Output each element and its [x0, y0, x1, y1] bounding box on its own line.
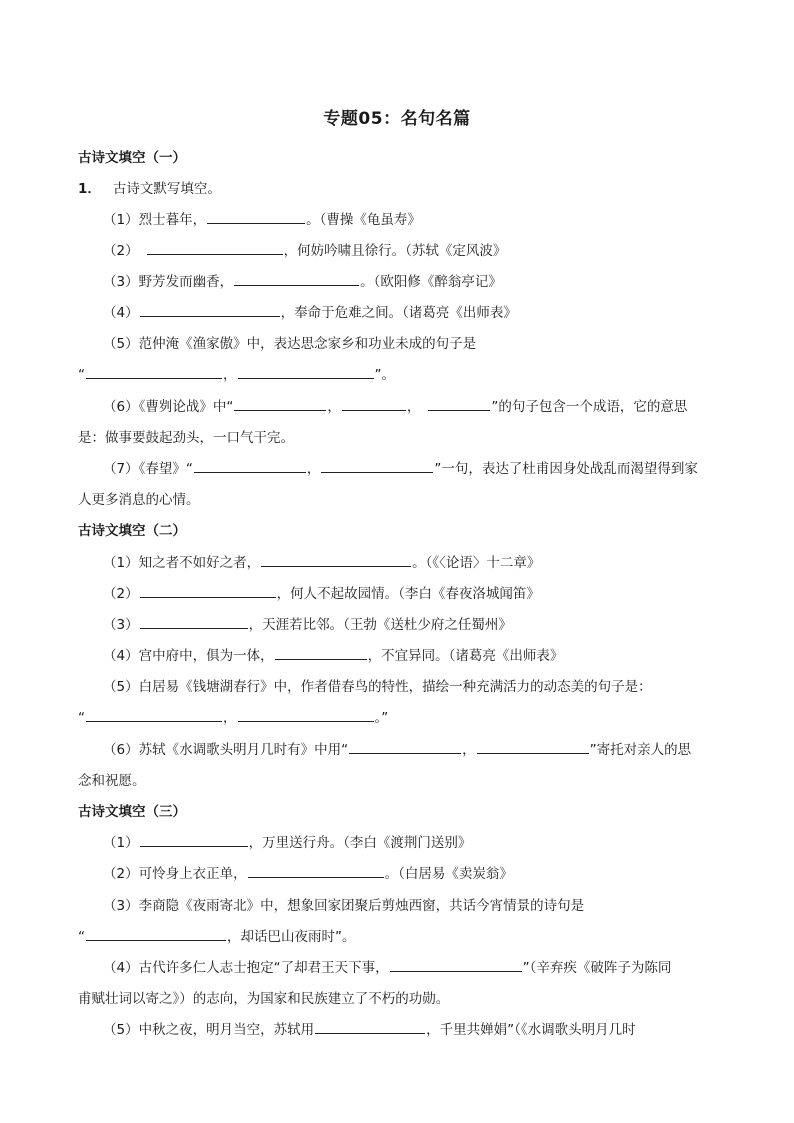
s1-line-8: 是：做事要鼓起劲头，一口气干完。 [78, 430, 294, 446]
section-heading-3: 古诗文填空（三） [78, 804, 186, 820]
text-segment: ，何人不起故园情。（李白《春夜洛城闻笛》 [276, 586, 540, 602]
text-segment: ，千里共婵娟”（《水调歌头明月几时 [426, 1022, 636, 1038]
s1-line-10: 人更多消息的心情。 [78, 492, 200, 508]
page-title: 专题05：名句名篇 [323, 109, 471, 129]
text-segment: “ [78, 367, 85, 383]
question-1-stem [0, 177, 794, 197]
text-segment: （4）古代许多仁人志士抱定“了却君王天下事， [103, 960, 389, 976]
text-segment: ， [462, 742, 476, 758]
question-number: 1． [78, 181, 101, 197]
text-segment: （3）野芳发而幽香， [103, 274, 234, 290]
answer-blank[interactable] [238, 363, 374, 379]
text-segment: ，奉命于危难之间。（诸葛亮《出师表》 [280, 305, 517, 321]
answer-blank[interactable] [428, 395, 490, 411]
answer-blank[interactable] [234, 395, 326, 411]
answer-blank[interactable] [194, 457, 306, 473]
text-segment: ， [406, 399, 421, 415]
text-segment: ， [223, 710, 237, 726]
s2-line-4 [0, 644, 794, 664]
text-segment: 。（白居易《卖炭翁》 [384, 866, 513, 882]
section-heading-1: 古诗文填空（一） [78, 150, 186, 166]
s1-line-9 [0, 457, 794, 477]
question-text: 古诗文默写填空。 [112, 181, 221, 197]
text-segment: ”一句，表达了杜甫因身处战乱而渴望得到家 [434, 461, 698, 477]
answer-blank[interactable] [86, 363, 222, 379]
answer-blank[interactable] [349, 738, 461, 754]
s2-line-2 [0, 582, 794, 602]
text-segment: ， [223, 367, 237, 383]
text-segment: 。（欧阳修《醉翁亭记》 [360, 274, 502, 290]
s1-line-2 [0, 239, 794, 259]
text-segment: （2）可怜身上衣正单， [103, 866, 247, 882]
answer-blank[interactable] [275, 644, 367, 660]
s3-line-2 [0, 862, 794, 882]
section-heading-2: 古诗文填空（二） [78, 523, 186, 539]
text-segment: （2） [103, 586, 139, 602]
answer-blank[interactable] [234, 270, 359, 286]
answer-blank[interactable] [390, 956, 522, 972]
text-segment: 。（《〈论语〉十二章》 [412, 555, 541, 571]
text-segment: ，不宜异同。（诸葛亮《出师表》 [367, 648, 564, 664]
answer-blank[interactable] [140, 831, 248, 847]
text-segment: （7）《春望》“ [103, 461, 193, 477]
text-segment: （6）《曹刿论战》中“ [103, 399, 234, 415]
answer-blank[interactable] [261, 551, 411, 567]
text-segment: （1） [103, 835, 139, 851]
s3-line-3: （3）李商隐《夜雨寄北》中，想象回家团聚后剪烛西窗，共话今宵情景的诗句是 [103, 898, 585, 914]
text-segment: ”。 [374, 367, 395, 383]
text-segment: “ [78, 710, 85, 726]
answer-blank[interactable] [140, 582, 276, 598]
text-segment: （4） [103, 305, 139, 321]
answer-blank[interactable] [140, 301, 280, 317]
s1-line-1 [0, 208, 794, 228]
answer-blank[interactable] [315, 1018, 425, 1034]
text-segment: （3） [103, 617, 139, 633]
text-segment: ，万里送行舟。（李白《渡荆门送别》 [248, 835, 472, 851]
s3-line-7 [0, 1018, 794, 1038]
text-segment: ”的句子包含一个成语，它的意思 [491, 399, 688, 415]
text-segment: （1）烈士暮年， [103, 212, 207, 228]
answer-blank[interactable] [477, 738, 589, 754]
answer-blank[interactable] [207, 208, 305, 224]
text-segment: ”（辛弃疾《破阵子为陈同 [522, 960, 672, 976]
text-segment: 。（曹操《龟虽寿》 [306, 212, 421, 228]
answer-blank[interactable] [248, 862, 384, 878]
answer-blank[interactable] [86, 925, 226, 941]
text-segment: ”寄托对亲人的思 [589, 742, 692, 758]
s3-line-4 [0, 925, 794, 945]
answer-blank[interactable] [321, 457, 433, 473]
s2-line-6 [0, 706, 794, 726]
text-segment: （4）宫中府中，俱为一体， [103, 648, 274, 664]
text-segment: （5）中秋之夜，明月当空，苏轼用 [103, 1022, 315, 1038]
s1-line-5: （5）范仲淹《渔家傲》中，表达思念家乡和功业未成的句子是 [103, 336, 477, 352]
text-segment: （2） [103, 243, 139, 259]
text-segment: ，却话巴山夜雨时”。 [227, 929, 356, 945]
text-segment: ，天涯若比邻。（王勃《送杜少府之任蜀州》 [248, 617, 512, 633]
answer-blank[interactable] [238, 706, 374, 722]
s2-line-5: （5）白居易《钱塘湖春行》中，作者借春鸟的特性，描绘一种充满活力的动态美的句子是： [103, 679, 652, 695]
answer-blank[interactable] [342, 395, 406, 411]
text-segment: （6）苏轼《水调歌头明月几时有》中用“ [103, 742, 349, 758]
s1-line-3 [0, 270, 794, 290]
answer-blank[interactable] [147, 239, 283, 255]
text-segment: ， [306, 461, 321, 477]
answer-blank[interactable] [140, 613, 248, 629]
s1-line-6 [0, 363, 794, 383]
s1-line-4 [0, 301, 794, 321]
answer-blank[interactable] [86, 706, 222, 722]
s3-line-1 [0, 831, 794, 851]
text-segment: （1）知之者不如好之者， [103, 555, 261, 571]
s3-line-5 [0, 956, 794, 976]
s2-line-1 [0, 551, 794, 571]
text-segment: 。” [374, 710, 389, 726]
s1-line-7 [0, 395, 794, 415]
s2-line-3 [0, 613, 794, 633]
s2-line-7 [0, 738, 794, 758]
s2-line-8: 念和祝愿。 [78, 773, 146, 789]
text-segment: “ [78, 929, 85, 945]
text-segment: ，何妨吟啸且徐行。（苏轼《定风波》 [283, 243, 507, 259]
text-segment: ， [327, 399, 341, 415]
s3-line-6: 甫赋壮词以寄之》）的志向，为国家和民族建立了不朽的功勋。 [78, 991, 450, 1007]
